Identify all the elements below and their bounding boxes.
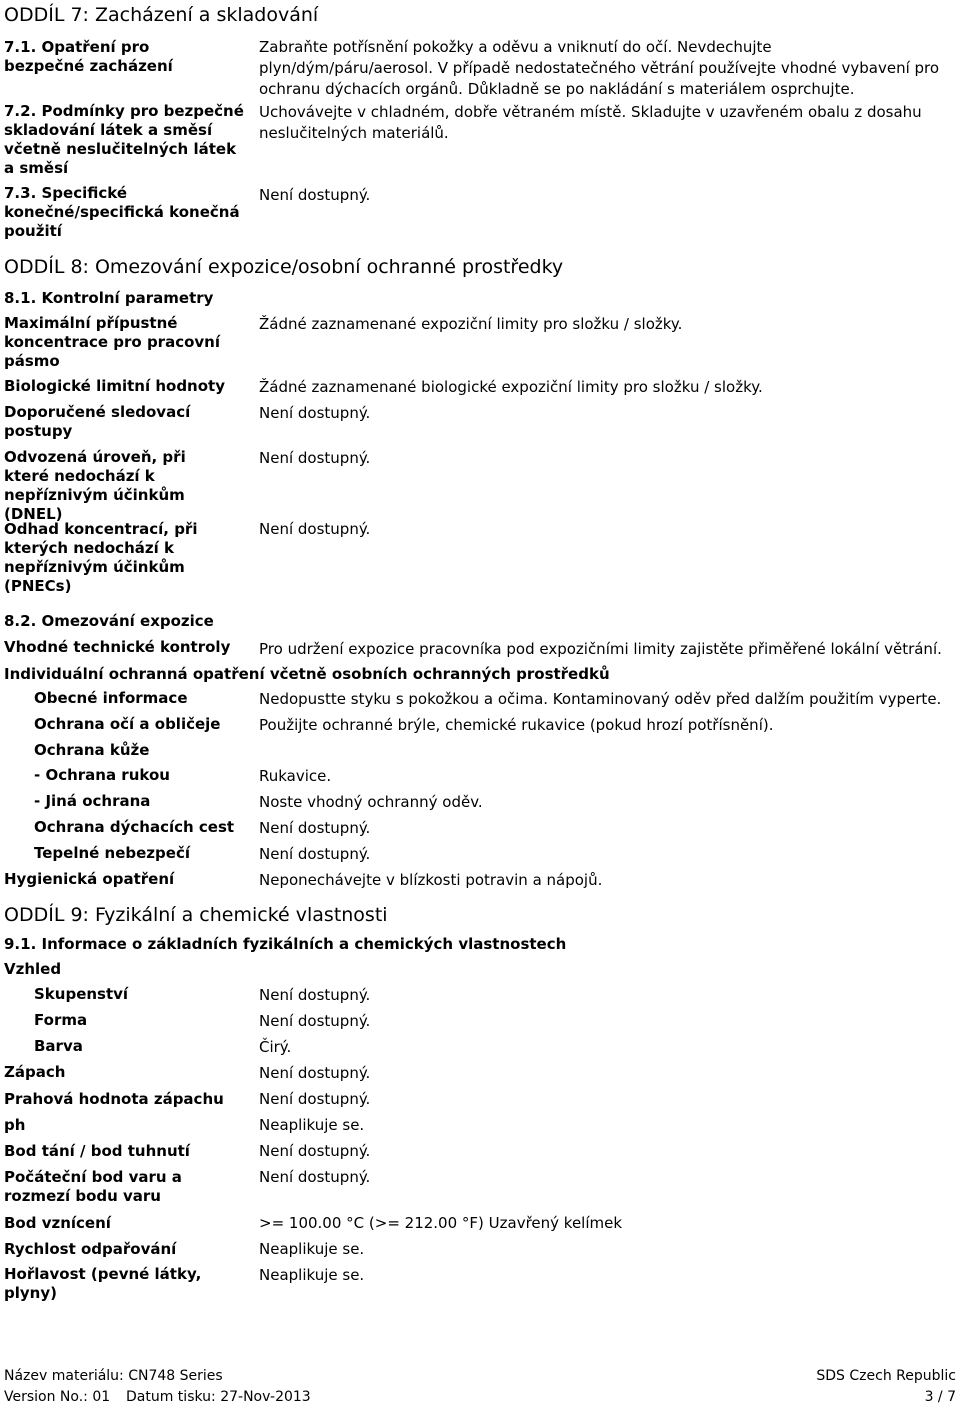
s8-r2-value: Žádné zaznamenané biologické expoziční limity pro složku / složky. (259, 378, 763, 396)
s8-r14-value: Neponechávejte v blízkosti potravin a nápojů. (259, 871, 603, 889)
s8-r1-label: Maximální přípustné koncentrace pro pracovní pásmo (4, 314, 220, 370)
s8-r11-label: - Jiná ochrana (34, 792, 151, 810)
s7-r3-value: Není dostupný. (259, 186, 371, 204)
s8-r3-label: Doporučené sledovací postupy (4, 403, 191, 440)
s8-sub3: Individuální ochranná opatření včetně osobních ochranných prostředků (4, 665, 610, 683)
footer-page: 3 / 7 (924, 1389, 956, 1405)
s7-r1-label: 7.1. Opatření pro bezpečné zacházení (4, 38, 173, 75)
s9-r6-label: ph (4, 1116, 26, 1134)
s8-r7-value: Nedopustte styku s pokožkou a očima. Kontaminovaný oděv před dalžím použitím vyperte. (259, 690, 942, 708)
section-7-title: ODDÍL 7: Zacházení a skladování (4, 4, 319, 26)
s9-r1-value: Není dostupný. (259, 986, 371, 1004)
s7-r2-label: 7.2. Podmínky pro bezpečné skladování látek a směsí včetně neslučitelných látek a směsí (4, 102, 244, 177)
s9-r2-value: Není dostupný. (259, 1012, 371, 1030)
s8-r10-label: - Ochrana rukou (34, 766, 170, 784)
s9-r2-label: Forma (34, 1011, 88, 1029)
section-8-title: ODDÍL 8: Omezování expozice/osobní ochranné prostředky (4, 256, 564, 278)
s8-r4-value: Není dostupný. (259, 449, 371, 467)
footer-date: Datum tisku: 27-Nov-2013 (126, 1389, 311, 1405)
s8-r13-value: Není dostupný. (259, 845, 371, 863)
s8-r12-value: Není dostupný. (259, 819, 371, 837)
s8-r7-label: Obecné informace (34, 689, 188, 707)
s9-r9-value: >= 100.00 °C (>= 212.00 °F) Uzavřený kelímek (259, 1214, 623, 1232)
s8-r4-label: Odvozená úroveň, při které nedochází k nepříznivým účinkům (DNEL) (4, 448, 186, 523)
s8-r9-label: Ochrana kůže (34, 741, 150, 759)
s8-sub1: 8.1. Kontrolní parametry (4, 289, 214, 307)
s9-r1-label: Skupenství (34, 985, 129, 1003)
s8-r8-value: Použijte ochranné brýle, chemické rukavice (pokud hrozí potřísnění). (259, 716, 774, 734)
s7-r1-value: Zabraňte potřísnění pokožky a oděvu a vniknutí do očí. Nevdechujte plyn/dým/páru/aerosol. V případě nedostatečného větrání používejte vhodné vybavení pro ochranu dýchacích orgánů. Důkladně se po nakládání s materiálem osprchujte. (259, 38, 940, 98)
s8-r6-label: Vhodné technické kontroly (4, 638, 231, 656)
s9-r8-value: Není dostupný. (259, 1168, 371, 1186)
s8-r8-label: Ochrana očí a obličeje (34, 715, 221, 733)
section-9-title: ODDÍL 9: Fyzikální a chemické vlastnosti (4, 904, 388, 926)
s9-sub1: 9.1. Informace o základních fyzikálních a chemických vlastnostech (4, 935, 567, 953)
s8-r5-label: Odhad koncentrací, při kterých nedochází k nepříznivým účinkům (PNECs) (4, 520, 198, 595)
s9-r3-label: Barva (34, 1037, 83, 1055)
footer-version: Version No.: 01 (4, 1389, 111, 1405)
s8-r5-value: Není dostupný. (259, 520, 371, 538)
s9-r0-label: Vzhled (4, 960, 62, 978)
s8-sub2: 8.2. Omezování expozice (4, 612, 214, 630)
s8-r3-value: Není dostupný. (259, 404, 371, 422)
s8-r2-label: Biologické limitní hodnoty (4, 377, 225, 395)
footer-sds: SDS Czech Republic (816, 1368, 956, 1384)
s9-r10-value: Neaplikuje se. (259, 1240, 365, 1258)
s9-r10-label: Rychlost odpařování (4, 1240, 177, 1258)
s9-r4-label: Zápach (4, 1063, 66, 1081)
s8-r1-value: Žádné zaznamenané expoziční limity pro složku / složky. (259, 315, 683, 333)
s8-r11-value: Noste vhodný ochranný oděv. (259, 793, 483, 811)
s9-r7-label: Bod tání / bod tuhnutí (4, 1142, 190, 1160)
s7-r3-label: 7.3. Specifické konečné/specifická konečná použití (4, 184, 240, 240)
s8-r14-label: Hygienická opatření (4, 870, 175, 888)
s8-r12-label: Ochrana dýchacích cest (34, 818, 235, 836)
s9-r9-label: Bod vznícení (4, 1214, 111, 1232)
s9-r4-value: Není dostupný. (259, 1064, 371, 1082)
s9-r7-value: Není dostupný. (259, 1142, 371, 1160)
s9-r8-label: Počáteční bod varu a rozmezí bodu varu (4, 1168, 182, 1205)
s8-r6-value: Pro udržení expozice pracovníka pod expozičními limity zajistěte přiměřené lokální větrání. (259, 640, 942, 658)
s8-r13-label: Tepelné nebezpečí (34, 844, 190, 862)
s9-r5-value: Není dostupný. (259, 1090, 371, 1108)
s7-r2-value: Uchovávejte v chladném, dobře větraném místě. Skladujte v uzavřeném obalu z dosahu neslučitelných materiálů. (259, 103, 922, 142)
footer-material: Název materiálu: CN748 Series (4, 1368, 223, 1384)
s9-r5-label: Prahová hodnota zápachu (4, 1090, 224, 1108)
s9-r3-value: Čirý. (259, 1038, 292, 1056)
s8-r10-value: Rukavice. (259, 767, 332, 785)
s9-r11-value: Neaplikuje se. (259, 1266, 365, 1284)
s9-r11-label: Hořlavost (pevné látky, plyny) (4, 1265, 202, 1302)
s9-r6-value: Neaplikuje se. (259, 1116, 365, 1134)
